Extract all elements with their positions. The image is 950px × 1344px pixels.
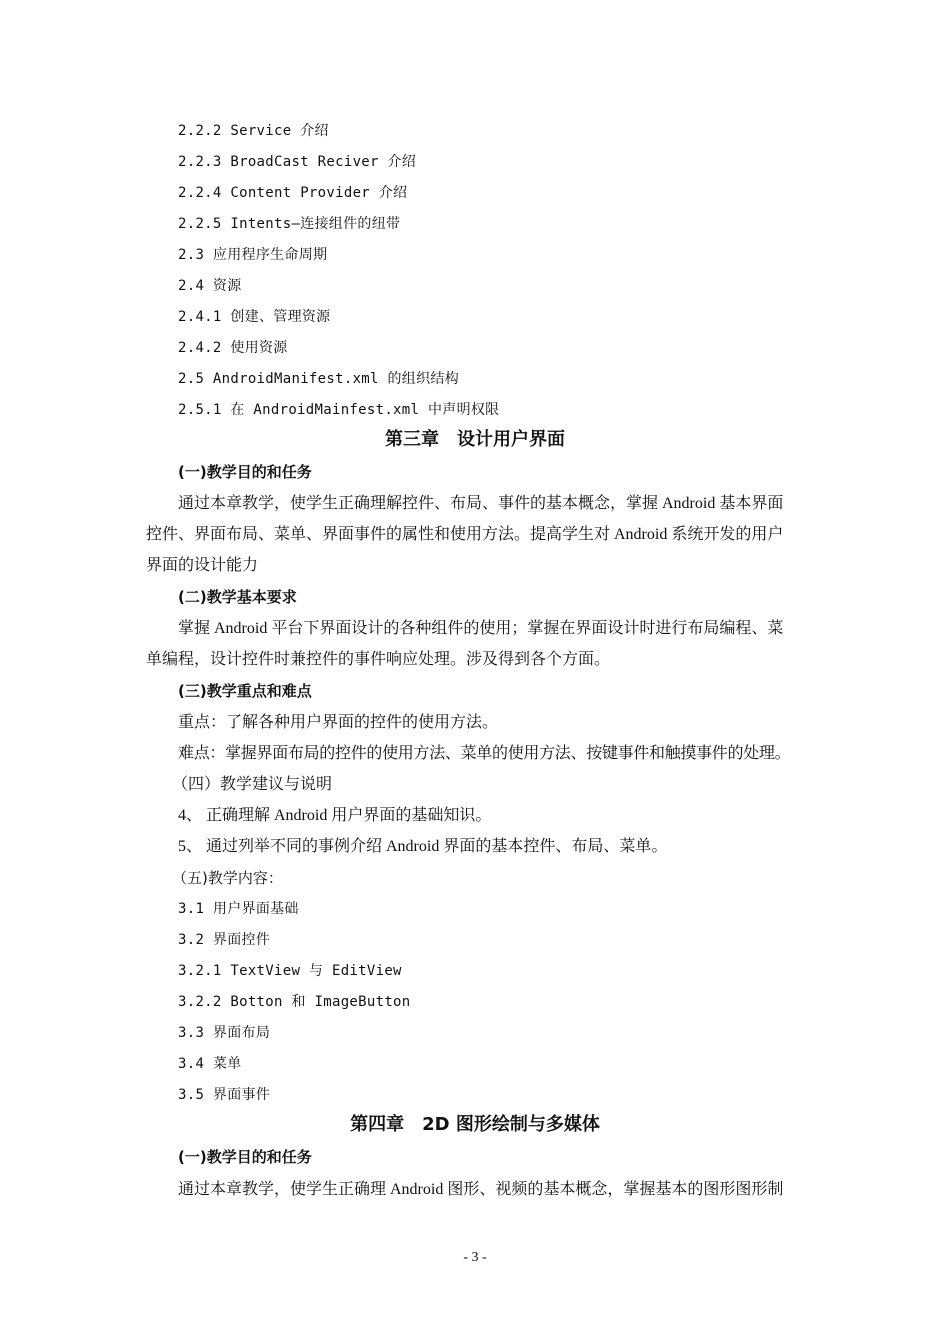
- content-item: 3.5 界面事件: [178, 1087, 271, 1103]
- suggestion-item: 5、 通过列举不同的事例介绍 Android 界面的基本控件、布局、菜单。: [178, 838, 668, 855]
- content-item: 3.2 界面控件: [178, 932, 271, 948]
- chapter3-title: 第三章 设计用户界面: [385, 429, 565, 450]
- chapter3-sec1-line: 界面的设计能力: [146, 557, 259, 574]
- toc-item: 2.2.5 Intents—连接组件的纽带: [178, 216, 401, 232]
- toc-item: 2.5 AndroidManifest.xml 的组织结构: [178, 371, 459, 387]
- chapter3-sec3-title: (三)教学重点和难点: [178, 682, 312, 700]
- suggestion-item: 4、 正确理解 Android 用户界面的基础知识。: [178, 807, 492, 824]
- chapter4-sec1-line: 通过本章教学，使学生正确理 Android 图形、视频的基本概念，掌握基本的图形图形制: [178, 1181, 784, 1198]
- chapter3-sec1-title: (一)教学目的和任务: [178, 463, 312, 481]
- chapter3-sec1-line: 通过本章教学，使学生正确理解控件、布局、事件的基本概念，掌握 Android 基本界面: [178, 495, 784, 512]
- chapter3-sec2-line: 掌握 Android 平台下界面设计的各种组件的使用；掌握在界面设计时进行布局编程、菜: [178, 620, 784, 637]
- content-item: 3.2.1 TextView 与 EditView: [178, 963, 402, 979]
- toc-item: 2.2.4 Content Provider 介绍: [178, 185, 408, 201]
- chapter4-title: 第四章 2D 图形绘制与多媒体: [350, 1114, 600, 1135]
- content-item: 3.1 用户界面基础: [178, 901, 299, 917]
- content-item: 3.4 菜单: [178, 1056, 242, 1072]
- chapter3-sec4-title: （四）教学建议与说明: [172, 776, 333, 793]
- toc-item: 2.2.3 BroadCast Reciver 介绍: [178, 154, 417, 170]
- chapter3-sec1-line: 控件、界面布局、菜单、界面事件的属性和使用方法。提高学生对 Android 系统开发的用户: [146, 526, 784, 543]
- toc-item: 2.4.1 创建、管理资源: [178, 309, 331, 325]
- content-item: 3.3 界面布局: [178, 1025, 271, 1041]
- toc-item: 2.4 资源: [178, 278, 242, 294]
- page-number: - 3 -: [463, 1250, 487, 1265]
- toc-item: 2.3 应用程序生命周期: [178, 247, 328, 263]
- toc-item: 2.2.2 Service 介绍: [178, 123, 329, 139]
- chapter3-sec2-title: (二)教学基本要求: [178, 588, 297, 606]
- key-point: 重点：了解各种用户界面的控件的使用方法。: [178, 714, 499, 731]
- toc-item: 2.5.1 在 AndroidMainfest.xml 中声明权限: [178, 402, 500, 418]
- chapter4-sec1-title: (一)教学目的和任务: [178, 1148, 312, 1166]
- chapter3-sec2-line: 单编程，设计控件时兼控件的事件响应处理。涉及得到各个方面。: [146, 651, 611, 668]
- difficult-point: 难点：掌握界面布局的控件的使用方法、菜单的使用方法、按键事件和触摸事件的处理。: [178, 745, 791, 762]
- toc-item: 2.4.2 使用资源: [178, 340, 288, 356]
- content-item: 3.2.2 Botton 和 ImageButton: [178, 994, 411, 1010]
- chapter3-sec5-title: （五)教学内容：: [172, 869, 283, 887]
